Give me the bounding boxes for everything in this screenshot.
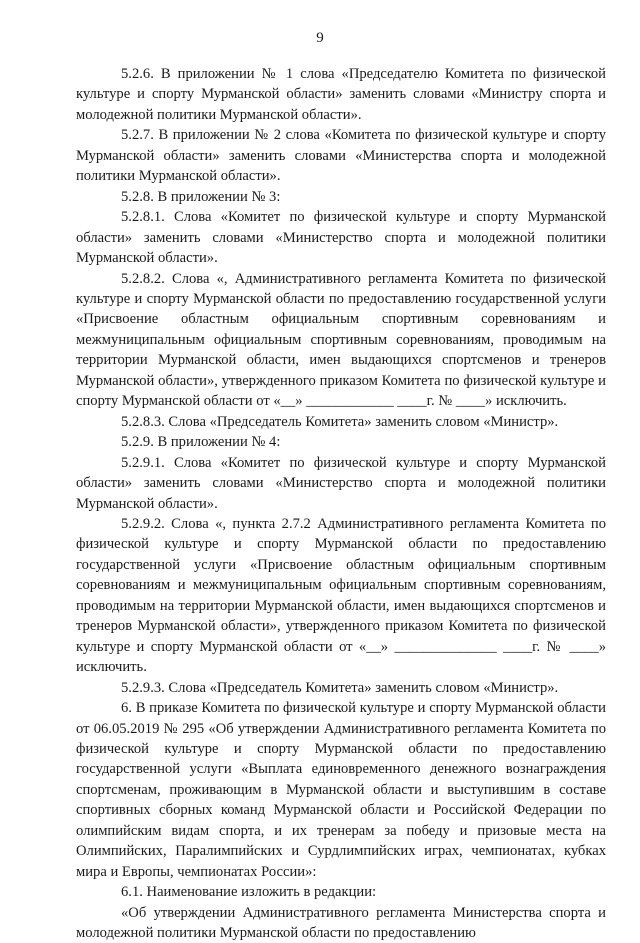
page-number: 9	[316, 30, 324, 46]
paragraph-5-2-8-2: 5.2.8.2. Слова «, Административного регламента Комитета по физической культуре и спорту Мурманской области по предоставлению государственной услуги «Присвоение областным официальным спортивным соревнованиям и межмуниципальным официальным спортивным соревнованиям, проводимым на территории Мурманской области, имен выдающихся спортсменов и тренеров Мурманской области», утвержденного приказом Комитета по физической культуре и спорту Мурманской области от «__» ____________ ____г. № ____» исключить.	[76, 270, 606, 410]
paragraph-new-title: «Об утверждении Административного регламента Министерства спорта и молодежной политики Мурманской области по предоставлению	[76, 904, 606, 942]
paragraph-5-2-8-1: 5.2.8.1. Слова «Комитет по физической культуре и спорту Мурманской области» заменить словами «Министерство спорта и молодежной политики Мурманской области».	[76, 209, 606, 267]
paragraph-5-2-9: 5.2.9. В приложении № 4:	[121, 434, 281, 451]
paragraph-5-2-6: 5.2.6. В приложении № 1 слова «Председателю Комитета по физической культуре и спорту Мурманской области» заменить словами «Министру спорта и молодежной политики Мурманской области».	[76, 66, 606, 123]
paragraph-5-2-9-3: 5.2.9.3. Слова «Председатель Комитета» заменить словом «Министр».	[121, 679, 559, 696]
paragraph-5-2-9-2: 5.2.9.2. Слова «, пункта 2.7.2 Административного регламента Комитета по физической культуре и спорту Мурманской области по предоставлению государственной услуги «Присвоение областным официальным спортивным соревнованиям и межмуниципальным официальным спортивным соревнованиям, проводимым на территории Мурманской области, имен выдающихся спортсменов и тренеров Мурманской области», утвержденного приказом Комитета по физической культуре и спорту Мурманской области от «__» ______________ ____г. № ____» исключить.	[76, 515, 606, 676]
paragraph-5-2-9-1: 5.2.9.1. Слова «Комитет по физической культуре и спорту Мурманской области» заменить словами «Министерство спорта и молодежной политики Мурманской области».	[76, 454, 606, 512]
paragraph-6-1: 6.1. Наименование изложить в редакции:	[121, 884, 377, 901]
document-body	[76, 64, 606, 943]
paragraph-5-2-7: 5.2.7. В приложении № 2 слова «Комитета по физической культуре и спорту Мурманской области» заменить словами «Министерства спорта и молодежной политики Мурманской области».	[76, 127, 606, 185]
paragraph-6: 6. В приказе Комитета по физической культуре и спорту Мурманской области от 06.05.2019 № 295 «Об утверждении Административного регламента Комитета по физической культуре и спорту Мурманской области по предоставлению государственной услуги «Выплата единовременного денежного вознаграждения спортсменам, проживающим в Мурманской области и выступившим в составе спортивных сборных команд Мурманской области и Российской Федерации по олимпийским видам спорта, и их тренерам за победу и призовые места на Олимпийских, Паралимпийских и Сурдлимпийских играх, чемпионатах, кубках мира и Европы, чемпионатах России»:	[76, 700, 606, 880]
paragraph-5-2-8-3: 5.2.8.3. Слова «Председатель Комитета» заменить словом «Министр».	[121, 413, 559, 430]
paragraph-5-2-8: 5.2.8. В приложении № 3:	[121, 188, 281, 205]
